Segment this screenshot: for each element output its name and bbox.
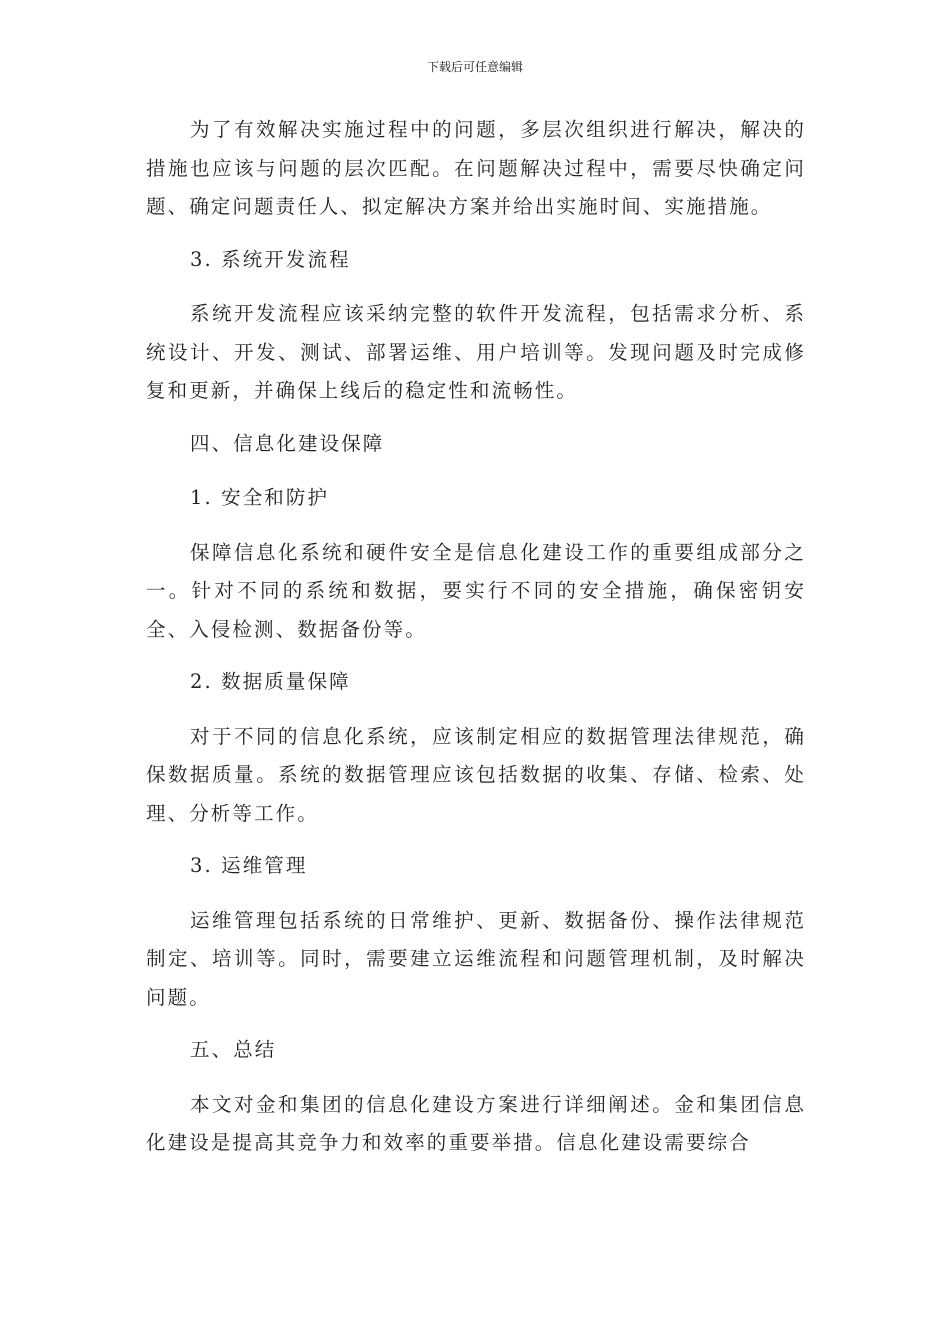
heading-system-development-process: 3. 系统开发流程 bbox=[190, 247, 351, 271]
paragraph-problem-resolution: 为了有效解决实施过程中的问题，多层次组织进行解决，解决的措施也应该与问题的层次匹配。在问题解决过程中，需要尽快确定问题、确定问题责任人、拟定解决方案并给出实施时间、实施措施。 bbox=[146, 118, 806, 218]
paragraph-security-protection: 保障信息化系统和硬件安全是信息化建设工作的重要组成部分之一。针对不同的系统和数据，要实行不同的安全措施，确保密钥安全、入侵检测、数据备份等。 bbox=[146, 540, 806, 641]
heading-data-quality: 2. 数据质量保障 bbox=[190, 670, 351, 693]
heading-operations-management: 3. 运维管理 bbox=[190, 854, 308, 877]
page-header: 下载后可任意编辑 bbox=[426, 60, 523, 74]
heading-section-four: 四、信息化建设保障 bbox=[190, 431, 385, 455]
paragraph-system-development-process: 系统开发流程应该采纳完整的软件开发流程，包括需求分析、系统设计、开发、测试、部署运维、用户培训等。发现问题及时完成修复和更新，并确保上线后的稳定性和流畅性。 bbox=[146, 302, 806, 402]
document-body bbox=[146, 111, 806, 1163]
paragraph-summary: 本文对金和集团的信息化建设方案进行详细阐述。金和集团信息化建设是提高其竞争力和效率的重要举措。信息化建设需要综合 bbox=[146, 1092, 806, 1154]
heading-section-five-summary: 五、总结 bbox=[190, 1038, 277, 1061]
heading-security-protection: 1. 安全和防护 bbox=[190, 486, 330, 509]
paragraph-data-quality: 对于不同的信息化系统，应该制定相应的数据管理法律规范，确保数据质量。系统的数据管理应该包括数据的收集、存储、检索、处理、分析等工作。 bbox=[146, 724, 806, 825]
paragraph-operations-management: 运维管理包括系统的日常维护、更新、数据备份、操作法律规范制定、培训等。同时，需要建立运维流程和问题管理机制，及时解决问题。 bbox=[146, 908, 806, 1009]
